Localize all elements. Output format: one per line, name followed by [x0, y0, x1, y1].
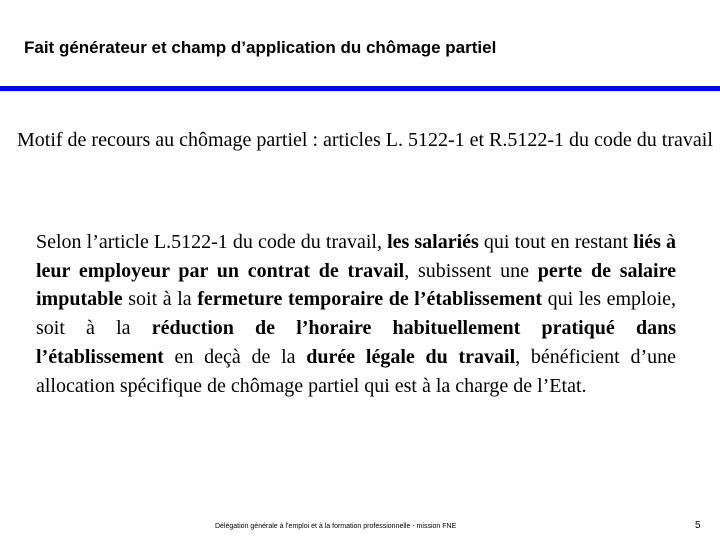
- title-divider: [0, 86, 720, 91]
- section-heading: Motif de recours au chômage partiel : articles L. 5122-1 et R.5122-1 du code du travail: [17, 129, 713, 151]
- paragraph-run: soit à la: [122, 288, 198, 311]
- footer-text: Délégation générale à l’emploi et à la formation professionnelle - mission FNE: [215, 523, 457, 530]
- paragraph-run-bold: liés à leur employeur par un contrat de travail: [36, 231, 677, 282]
- paragraph-run: , bénéficient d’une allocation spécifique de chômage partiel qui est à la charge de l’Etat.: [36, 345, 676, 397]
- body-paragraph: [36, 228, 676, 400]
- paragraph-run: qui les emploie, soit à la: [36, 288, 677, 340]
- paragraph-run-bold: perte de salaire imputable: [36, 259, 677, 311]
- paragraph-run: Selon l’article L.5122-1 du code du travail,: [36, 231, 388, 253]
- paragraph-run-bold: durée légale du travail: [306, 345, 516, 368]
- paragraph-run: qui tout en restant: [478, 231, 634, 253]
- paragraph-run-bold: les salariés: [387, 231, 479, 253]
- paragraph-run: en deçà de la: [163, 345, 307, 368]
- paragraph-run-bold: réduction de l’horaire habituellement pratiqué dans l’établissement: [36, 317, 676, 368]
- page-number: 5: [695, 520, 701, 531]
- slide-title: Fait générateur et champ d’application du chômage partiel: [24, 38, 497, 57]
- paragraph-run-bold: fermeture temporaire de l’établissement: [197, 288, 543, 311]
- paragraph-run: , subissent une: [404, 259, 538, 282]
